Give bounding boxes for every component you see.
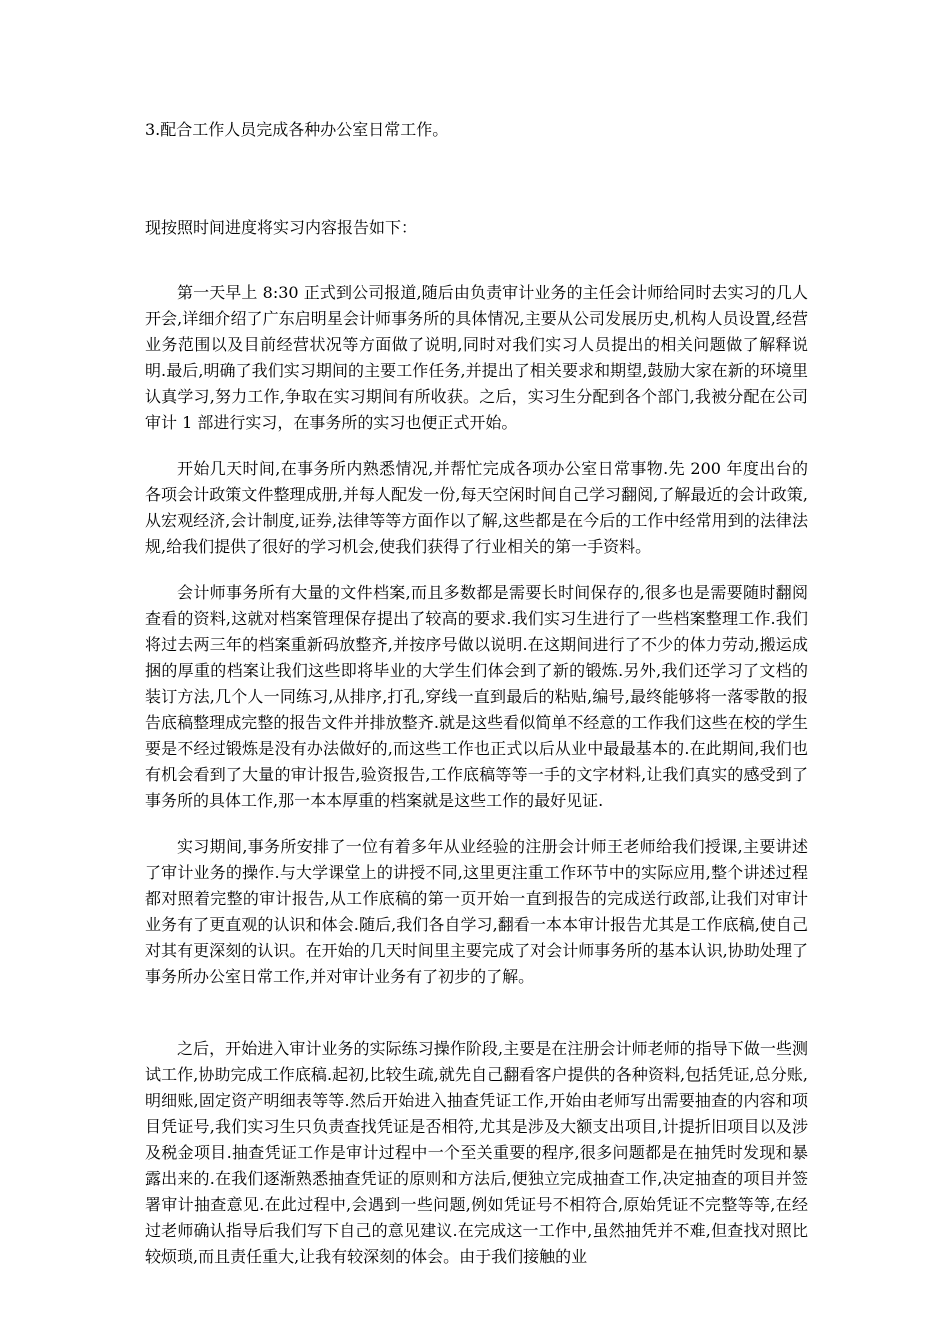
paragraph-first-day: 第一天早上 8:30 正式到公司报道,随后由负责审计业务的主任会计师给同时去实习的几人开会,详细介绍了广东启明星会计师事务所的具体情况,主要从公司发展历史,机构人员设置,经营业务范围以及目前经营状况等方面做了说明,同时对我们实习人员提出的相关问题做了解释说明.最后,明确了我们实习期间的主要工作任务,并提出了相关要求和期望,鼓励大家在新的环境里认真学习,努力工作,争取在实习期间有所收获。之后，实习生分配到各个部门,我被分配在公司审计 1 部进行实习，在事务所的实习也便正式开始。 bbox=[145, 283, 808, 432]
document-page bbox=[145, 0, 808, 1344]
paragraph-archives: 会计师事务所有大量的文件档案,而且多数都是需要长时间保存的,很多也是需要随时翻阅查看的资料,这就对档案管理保存提出了较高的要求.我们实习生进行了一些档案整理工作.我们将过去两三年的档案重新码放整齐,并按序号做以说明.在这期间进行了不少的体力劳动,搬运成捆的厚重的档案让我们这些即将毕业的大学生们体会到了新的锻炼.另外,我们还学习了文档的装订方法,几个人一同练习,从排序,打孔,穿线一直到最后的粘贴,编号,最终能够将一落零散的报告底稿整理成完整的报告文件并排放整齐.就是这些看似简单不经意的工作我们这些在校的学生要是不经过锻炼是没有办法做好的,而这些工作也正式以后从业中最最基本的.在此期间,我们也有机会看到了大量的审计报告,验资报告,工作底稿等等一手的文字材料,让我们真实的感受到了事务所的具体工作,那一本本厚重的档案就是这些工作的最好见证. bbox=[145, 583, 808, 810]
paragraph-first-days: 开始几天时间,在事务所内熟悉情况,并帮忙完成各项办公室日常事物.先 200 年度出台的各项会计政策文件整理成册,并每人配发一份,每天空闲时间自己学习翻阅,了解最近的会计政策,从宏观经济,会计制度,证券,法律等等方面作以了解,这些都是在今后的工作中经常用到的法律法规,给我们提供了很好的学习机会,使我们获得了行业相关的第一手资料。 bbox=[145, 459, 808, 556]
list-item-3: 3.配合工作人员完成各种办公室日常工作。 bbox=[145, 120, 449, 139]
paragraph-audit-practice: 之后，开始进入审计业务的实际练习操作阶段,主要是在注册会计师老师的指导下做一些测试工作,协助完成工作底稿.起初,比较生疏,就先自己翻看客户提供的各种资料,包括凭证,总分账,明细账,固定资产明细表等等.然后开始进入抽查凭证工作,开始由老师写出需要抽查的内容和项目凭证号,我们实习生只负责查找凭证是否相符,尤其是涉及大额支出项目,计提折旧项目以及涉及税金项目.抽查凭证工作是审计过程中一个至关重要的程序,很多问题都是在抽凭时发现和暴露出来的.在我们逐渐熟悉抽查凭证的原则和方法后,便独立完成抽查工作,决定抽查的项目并签署审计抽查意见.在此过程中,会遇到一些问题,例如凭证号不相符合,原始凭证不完整等等,在经过老师确认指导后我们写下自己的意见建议.在完成这一工作中,虽然抽凭并不难,但查找对照比较烦琐,而且责任重大,让我有较深刻的体会。由于我们接触的业 bbox=[145, 1039, 808, 1266]
paragraph-training: 实习期间,事务所安排了一位有着多年从业经验的注册会计师王老师给我们授课,主要讲述了审计业务的操作.与大学课堂上的讲授不同,这里更注重工作环节中的实际应用,整个讲述过程都对照着完整的审计报告,从工作底稿的第一页开始一直到报告的完成送行政部,让我们对审计业务有了更直观的认识和体会.随后,我们各自学习,翻看一本本审计报告尤其是工作底稿,使自己对其有更深刻的认识。在开始的几天时间里主要完成了对会计师事务所的基本认识,协助处理了事务所办公室日常工作,并对审计业务有了初步的了解。 bbox=[145, 837, 808, 986]
report-intro: 现按照时间进度将实习内容报告如下： bbox=[145, 218, 418, 237]
